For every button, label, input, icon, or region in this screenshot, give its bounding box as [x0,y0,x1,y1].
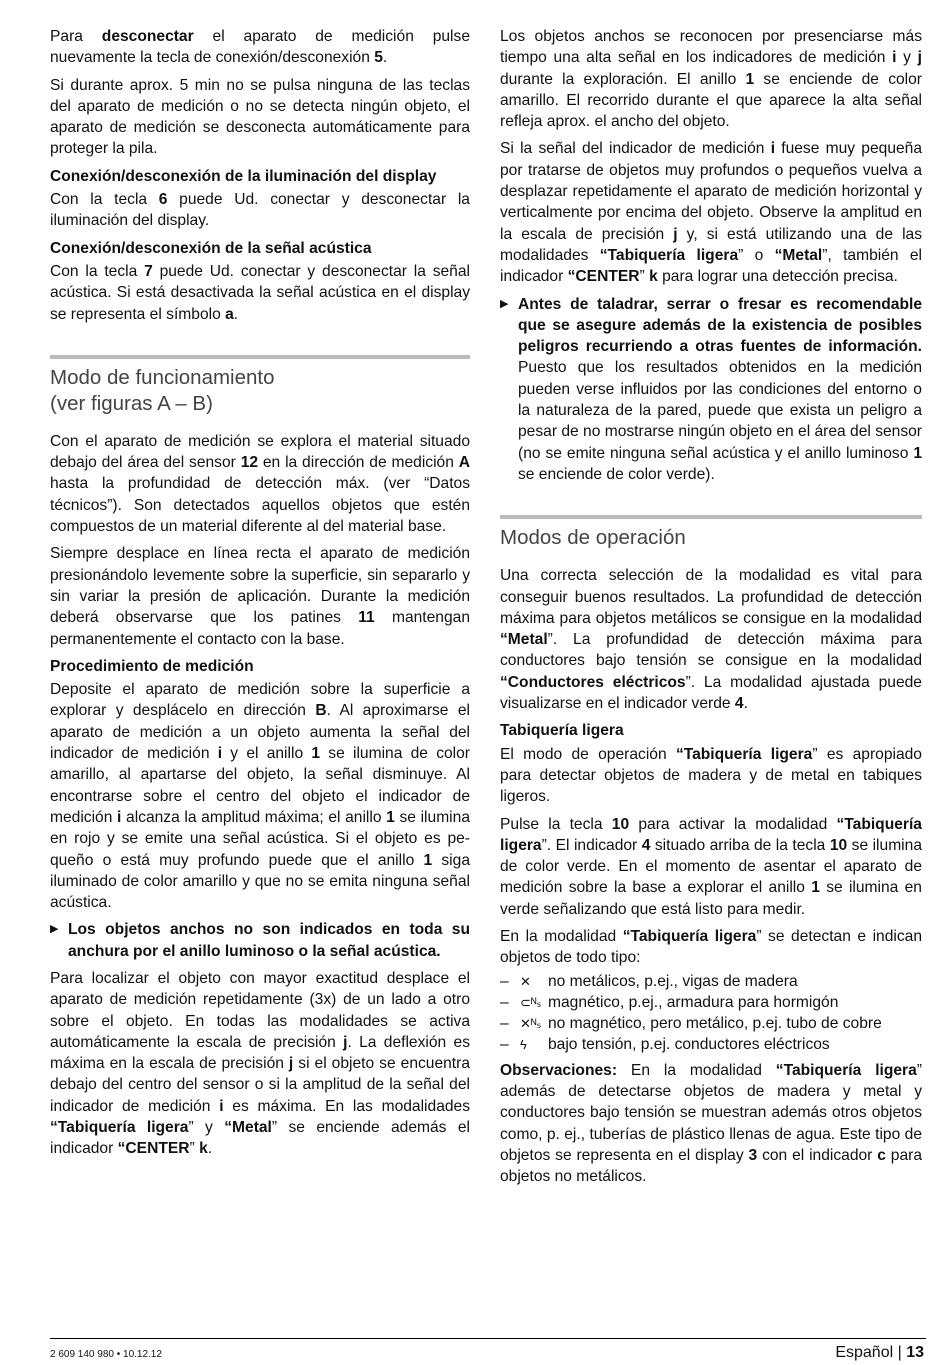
paragraph: Con la tecla 6 puede Ud. conectar y desconectar la iluminación del display. [50,191,470,230]
subheading-senal: Conexión/desconexión de la señal acústica [50,239,372,257]
magnet-icon: ⊂ᴺₛ [520,994,542,1010]
list-item-text: no magnético, pero metálico, p.ej. tubo de cobre [548,1015,882,1033]
paragraph: Si la señal del indicador de medición i fuese muy pequeña por tratarse de objetos muy profundos o pequeños vuelva a desplazar repetidamente el aparato de medición horizontal y verticalmente por encima del objeto. Observe la amplitud en la escala de precisión j y, si está utilizando una de las modalidades “Tabiquería ligera” o “Metal”, también el indicador “CENTER” k para lograr una detección precisa. [500,140,923,286]
bullet-note [50,919,470,962]
section-title-line-1: Modo de funcionamiento [50,365,275,389]
paragraph: Para localizar el objeto con mayor exactitud desplace el aparato de medición repetidamente (3x) de un lado a otro sobre el objeto. En todas las modalidades se activa automáticamente la escala de precisión j. La deflexión es máxima en la escala de precisión j si el objeto se encuentra debajo del centro del sensor o si la amplitud de la señal del indicador de medición i es máxima. En las modalidades “Tabiquería ligera” y “Metal” se enciende además el indicador “CENTER” k. [50,969,471,1158]
dash-bullet: – [500,972,509,990]
subheading-procedimiento: Procedimiento de medición [50,657,254,675]
paragraph: Una correcta selección de la modalidad es vital para conseguir buenos resultados. La profundidad de detección máxima para objetos metálicos se consigue en la modalidad “Metal”. La profundidad de detección máxima para conductores bajo tensión se consigue en la modalidad “Conductores eléctricos”. La modalidad ajustada puede visualizarse en el indicador verde 4. [500,567,922,713]
object-type-list [500,971,922,1056]
section-rule [50,355,470,359]
bullet-text: Los objetos anchos no son indicados en toda su anchura por el anillo luminoso o la señal acústica. [68,921,470,960]
paragraph: Con la tecla 7 puede Ud. conectar y desconectar la señal acústica. Si está desactivada la señal acústica en el display se representa el símbolo a. [50,262,470,323]
section-title-line-2: (ver figuras A – B) [50,391,213,415]
section-rule [500,515,922,519]
voltage-icon: ϟ [520,1037,527,1053]
paragraph: En la modalidad “Tabiquería ligera” se detectan e indican objetos de todo tipo: [500,927,922,967]
triangle-bullet-icon: ▶ [500,297,509,310]
list-item-text: magnético, p.ej., armadura para hormigón [548,993,839,1011]
list-item [500,971,922,992]
paragraph: Con el aparato de medición se explora el material situado debajo del área del sensor 12 en la dirección de medición A hasta la profundidad de detección máx. (ver “Datos técnicos”). Son detectados aquellos objetos que estén compuestos de un material diferente al del material base. [50,432,471,536]
dash-bullet: – [500,1015,509,1033]
right-column [500,26,922,1194]
paragraph: Los objetos anchos se reconocen por presenciarse más tiempo una alta señal en los indicadores de medición i y j durante la exploración. El anillo 1 se enciende de color amarillo. El recorrido durante el que aparece la alta señal refleja aprox. el ancho del objeto. [500,28,923,131]
subheading-tabiqueria: Tabiquería ligera [500,722,624,740]
paragraph: Si durante aprox. 5 min no se pulsa ninguna de las teclas del aparato de medición o no se detecta ningún objeto, el aparato de medición se desconecta automáticamente para proteger la pila. [50,76,470,158]
paragraph: Para desconectar el aparato de medición pulse nuevamente la tecla de conexión/desconexión 5. [50,28,470,67]
document-code: 2 609 140 980 • 10.12.12 [50,1349,162,1360]
list-item [500,1034,922,1055]
paragraph: Siempre desplace en línea recta el aparato de medición presionándolo levemente sobre la superficie, sin separarlo y sin variar la presión de aplicación. Durante la medición deberá observarse que los patines 11 mantengan permanentemente el contacto con la base. [50,545,470,648]
footer-rule [50,1338,926,1339]
paragraph: Deposite el aparato de medición sobre la superficie a explorar y desplácelo en dirección B. Al aproximarse el aparato de medición a un objeto aumenta la señal del indicador de medición i y el anillo 1 se ilumina de color amarillo, al apartarse del objeto, la señal disminuye. Al encontrarse sobre el centro del objeto el indicador de medición i alcanza la amplitud máxima; el anillo 1 se ilumina en rojo y se emite una señal acústica. Si el objeto es pequeño o está muy profundo puede que el anillo 1 siga iluminado de color amarillo y que no se emita ninguna señal acústica. [50,681,470,912]
list-item [500,992,922,1013]
paragraph: Observaciones: En la modalidad “Tabiquería ligera” además de detectarse objetos de madera y metal y conductores bajo tensión se muestran además otros objetos como, p. ej., tuberías de plástico llenas de agua. Este tipo de objetos se representa en el display 3 con el indicador c para objetos no metálicos. [500,1061,923,1186]
dash-bullet: – [500,993,509,1011]
non-metal-icon: ✕ [520,973,531,989]
bullet-text: Antes de taladrar, serrar o fresar es recomendable que se asegure además de la existencia de posibles peligros recurriendo a otras fuentes de información. Puesto que los resultados obtenidos en la medición pueden verse influidos por las condiciones del entorno o la naturaleza de la pared, puede que exista un peligro a pesar de no mostrarse ningún objeto en el área del sensor (no se emite ninguna señal acústica y el anillo luminoso 1 se enciende de color verde). [518,295,922,483]
bullet-warning [500,294,922,486]
paragraph: Pulse la tecla 10 para activar la modalidad “Tabiquería ligera”. El indicador 4 situado arriba de la tecla 10 se ilumina de color verde. En el momento de asentar el aparato de medición sobre la base a explorar el anillo 1 se ilumina en verde señalizando que está listo para medir. [500,815,922,918]
list-item-text: bajo tensión, p.ej. conductores eléctricos [548,1036,830,1054]
list-item [500,1013,922,1034]
page-label: Español | 13 [835,1344,924,1361]
left-column [50,26,470,1166]
list-item-text: no metálicos, p.ej., vigas de madera [548,972,798,990]
triangle-bullet-icon: ▶ [50,923,59,936]
non-magnetic-metal-icon: ✕ᴺₛ [520,1016,542,1032]
subheading-display: Conexión/desconexión de la iluminación del display [50,167,437,185]
dash-bullet: – [500,1036,509,1054]
section-title-modos: Modos de operación [500,526,686,550]
paragraph: El modo de operación “Tabiquería ligera” es apropiado para detectar objetos de madera y de metal en tabiques ligeros. [500,745,922,806]
section-title-modo [50,365,470,417]
